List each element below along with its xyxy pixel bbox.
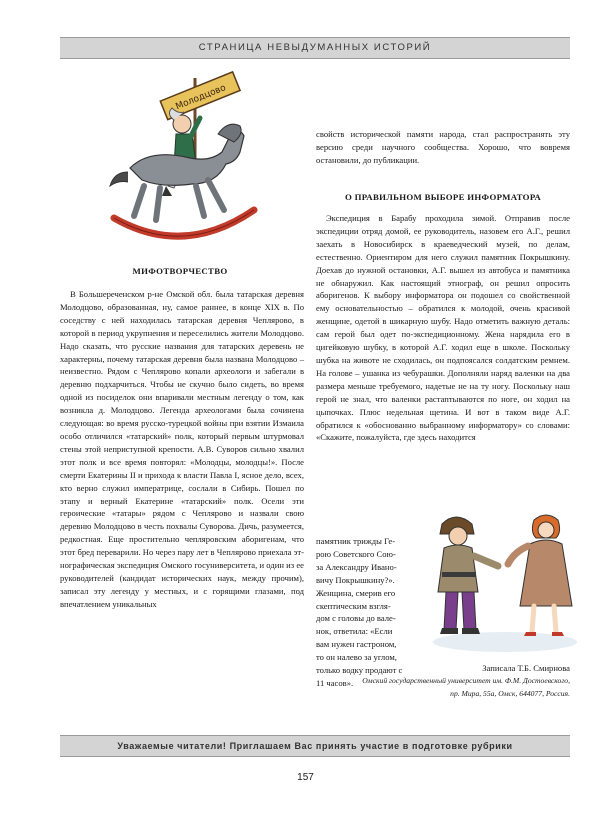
sign-text: Молодцово xyxy=(174,83,228,113)
invitation-banner-text: Уважаемые читатели! Приглашаем Вас принять участие в подготовке рубрики xyxy=(117,741,513,751)
article1-continuation xyxy=(316,128,570,167)
narrow-line: памятник трижды Ге- xyxy=(316,536,396,546)
narrow-line: Женщина, смерив его xyxy=(316,587,396,598)
rocking-horse-illustration xyxy=(100,68,260,258)
signature-block xyxy=(250,662,570,700)
article1-paragraph: В Большереченском р-не Омской обл. была татарская деревня Молодцово, образованная, ну, самое раннее, в конце XIX в. По соседству с ней находилась татарская деревня Чеплярово, в которой в период укрупнения и переселились жители Молодцово. Надо сказать, что русские названия для татарских деревень не характерны, почему татарская деревня была названа Молодцово – неизвестно. Рядом с Чеплярово копали археологи и забегали в деревню подхарчиться. Чтобы не скучно было сидеть, во время одной из посиделок они впаривали местным легенду о том, как возникла д. Молодцово. Легенда археологами была сочинена следующая: во время русско-турецкой войны при взятии Измаила особо отличился «татарский» полк, который первым штурмовал стены этой неприступной крепости. А.В. Суворов сильно хвалил этот полк и все время повторял: «Молодцы, молодцы!». После смерти Екатерины II и прихода к власти Павла I, ясное дело, всех, кто верно служил императрице, сослали в Сибирь. Пошел по этапу и верный Екатерине «татарский» полк. Осели эти героические «татары» рядом с Чеплярово и назвали свою деревню Молодцово в честь похвалы Суворова. Дичь, разумеется, редкостная. Еще простительно чепляровским аборигенам, что этот бред переварили. Но через пару лет в Чеплярово приехала этнографическая экспедиция Омского госуниверситета, и один из ее руководителей (кандидат исторических наук, между прочим), записал эту легенду у местных, и с горящими глазами, под впечатлением уникальных xyxy=(60,289,304,609)
narrow-line: дом с головы до вале- xyxy=(316,613,396,624)
narrow-line: только водку продают с xyxy=(316,665,403,676)
section-header-title: СТРАНИЦА НЕВЫДУМАННЫХ ИСТОРИЙ xyxy=(198,42,432,53)
narrow-line: скептическим взгля- xyxy=(316,600,391,611)
signature-affiliation: Омский государственный университет им. Ф.М. Достоевского, xyxy=(362,676,570,685)
article2-paragraph: Экспедиция в Барабу проходила зимой. Отправив после экспедиции отряд домой, ее руководитель, назовем его А.Г., решил заехать в Новосибирск в краеведческий музей, по делам, естественно. Ориентиром для него служил памятник Покрышкину. Доехав до нужной остановки, А.Г. вышел из автобуса и памятника не обнаружил. Как настоящий этнограф, он решил опросить аборигенов. К выбору информатора он подошел со свойственной ему основательностью – обратился к молодой, очень красивой женщине, одетой в шикарную шубу. Надо отметить важную деталь: сам герой был одет по-экспедиционному. Жена нарядила его в цигейковую шубку, в которой А.Г. ходил еще в школе. Поскольку шубка на животе не сходилась, он подпоясался солдатским ремнем. На голове – ушанка из чебурашки. Дополняли наряд валенки на два размера меньше требуемого, надетые не на ту ногу. Поскольку наш герой не знал, что валенки растаптываются по ноге, он ходил на цыпочках. Плюс недельная щетина. И вот в таком виде А.Г. обратился к «обоснованно выбранному информатору» со словами: «Скажите, пожалуйста, где здесь находится xyxy=(316,213,570,443)
article2-body xyxy=(316,212,570,444)
narrow-line: за Александру Ивано- xyxy=(316,561,397,572)
signature-name: Записала Т.Б. Смирнова xyxy=(482,663,570,673)
narrow-line: вам нужен гастроном, xyxy=(316,639,397,650)
narrow-line: рою Советского Сою- xyxy=(316,548,396,559)
article1-body xyxy=(60,288,304,611)
article2-title: О ПРАВИЛЬНОМ ВЫБОРЕ ИНФОРМАТОРА xyxy=(344,192,542,202)
narrow-line: нок, ответила: «Если xyxy=(316,626,393,637)
section-header xyxy=(60,37,570,59)
informant-scene-illustration xyxy=(430,500,580,655)
invitation-banner xyxy=(60,735,570,757)
article1-continuation-paragraph: свойств исторической памяти народа, стал распространять эту версию среди научного сообщества. Хорошо, что вовремя остановили, до публикации. xyxy=(316,129,570,165)
narrow-line: 11 часов». xyxy=(316,677,354,688)
page-number: 157 xyxy=(297,772,314,783)
signature-address: пр. Мира, 55а, Омск, 644077, Россия. xyxy=(450,689,570,698)
narrow-line: вичу Покрышкину?». xyxy=(316,574,395,585)
narrow-line: то он налево за углом, xyxy=(316,652,397,663)
article1-title: МИФОТВОРЧЕСТВО xyxy=(132,266,228,276)
